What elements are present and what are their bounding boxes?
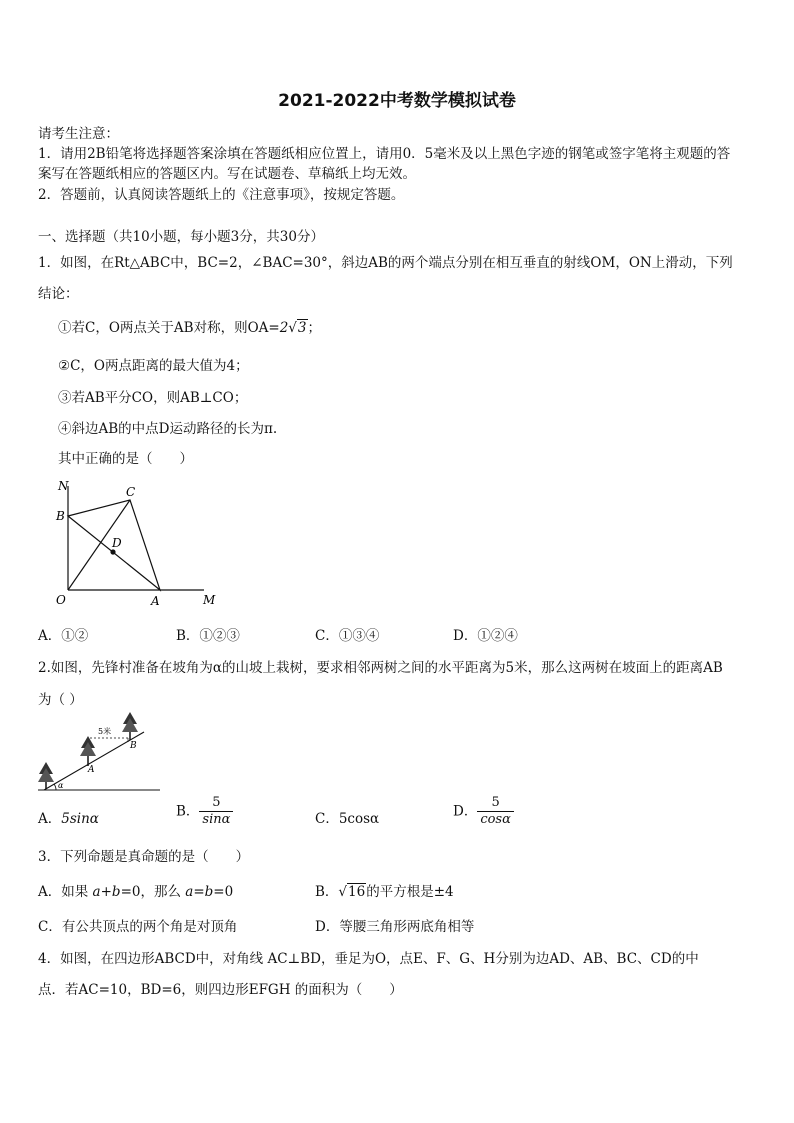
label-b: B xyxy=(130,741,137,751)
page-title: 2021-2022中考数学模拟试卷 xyxy=(278,91,516,111)
q1-option-d: D．①②④ xyxy=(453,628,518,644)
label-d: D xyxy=(112,536,122,550)
label-n: N xyxy=(58,479,69,493)
midpoint-d xyxy=(110,549,115,554)
q2-option-b-label: B． xyxy=(176,803,200,820)
label-a: A xyxy=(151,594,160,608)
q3-option-b-text: 的平方根是±4 xyxy=(366,884,454,900)
label-b: B xyxy=(56,509,65,523)
q2-figure xyxy=(34,710,164,795)
label-c: C xyxy=(126,485,136,499)
q3-option-b-radicand: 16 xyxy=(348,884,366,900)
q3-option-b xyxy=(315,880,454,900)
q3-option-a-mid: =0，那么 xyxy=(120,884,186,900)
q2-option-a xyxy=(38,807,99,827)
q2-stem-line-2: 为（ ） xyxy=(38,692,83,708)
q3-stem: 3．下列命题是真命题的是（ ） xyxy=(38,849,250,865)
label-o: O xyxy=(56,593,66,607)
notice-item-2: 2．答题前，认真阅读答题纸上的《注意事项》，按规定答题。 xyxy=(38,187,405,203)
tree-1-icon xyxy=(38,762,54,789)
q1-statement-1-text: ①若C，O两点关于AB对称，则OA= xyxy=(58,320,280,336)
q2-option-b-denominator: sinα xyxy=(199,811,233,828)
q1-statement-1 xyxy=(58,316,321,336)
q2-option-d xyxy=(453,795,514,829)
q4-stem-line-2: 点．若AC=10，BD=6，则四边形EFGH 的面积为（ ） xyxy=(38,982,403,998)
q3-option-a-end: =0 xyxy=(213,884,234,900)
q3-option-a-math-2: a=b xyxy=(185,884,214,900)
q2-stem-line-1: 2.如图，先锋村准备在坡角为α的山坡上栽树，要求相邻两树之间的水平距离为5米，那么这两树在坡面上的距离AB xyxy=(38,660,723,676)
q1-statement-1-end: ； xyxy=(307,320,321,336)
label-distance: 5米 xyxy=(98,727,112,736)
q2-option-d-label: D． xyxy=(453,803,478,820)
notice-heading: 请考生注意： xyxy=(38,126,119,142)
q2-option-d-numerator: 5 xyxy=(491,795,500,810)
q2-option-d-denominator: cosα xyxy=(477,811,514,828)
q1-stem-line-2: 结论： xyxy=(38,286,79,302)
section-heading: 一、选择题（共10小题，每小题3分，共30分） xyxy=(38,229,324,245)
notice-item-1-line-1: 1．请用2B铅笔将选择题答案涂填在答题纸相应位置上，请用0．5毫米及以上黑色字迹的钢笔或签字笔将主观题的答 xyxy=(38,146,731,162)
q3-option-a xyxy=(38,880,233,900)
q2-option-c-label: C． xyxy=(315,811,339,827)
q2-option-b xyxy=(176,795,233,829)
label-m: M xyxy=(203,593,216,607)
q2-option-c-value: 5cosα xyxy=(338,811,380,827)
q3-option-a-text: A．如果 xyxy=(38,884,93,900)
sqrt-sign: √ xyxy=(338,884,348,900)
q4-stem-line-1: 4．如图，在四边形ABCD中，对角线 AC⊥BD，垂足为O，点E、F、G、H分别为边AD、AB、BC、CD的中 xyxy=(38,951,699,967)
label-alpha: α xyxy=(58,781,64,790)
q1-figure xyxy=(52,476,227,612)
q3-option-b-label: B． xyxy=(315,884,339,900)
q2-option-b-fraction xyxy=(199,795,233,829)
q1-statement-4: ④斜边AB的中点D运动路径的长为π. xyxy=(58,421,278,437)
q1-option-b: B．①②③ xyxy=(176,628,240,644)
q3-option-d: D．等腰三角形两底角相等 xyxy=(315,919,475,935)
q1-stem-line-1: 1．如图，在Rt△ABC中，BC=2，∠BAC=30°，斜边AB的两个端点分别在相互垂直的射线OM，ON上滑动，下列 xyxy=(38,255,733,271)
q2-option-d-fraction xyxy=(477,795,514,829)
sqrt-sign: √ xyxy=(288,320,297,336)
q1-prompt: 其中正确的是（ ） xyxy=(58,451,193,467)
q3-option-c: C．有公共顶点的两个角是对顶角 xyxy=(38,919,238,935)
label-a: A xyxy=(88,765,95,775)
q1-statement-1-coef: 2 xyxy=(279,320,289,336)
q1-option-a: A．①② xyxy=(38,628,89,644)
notice-item-1-line-2: 案写在答题纸相应的答题区内。写在试题卷、草稿纸上均无效。 xyxy=(38,166,416,182)
q2-option-a-value: 5sinα xyxy=(61,811,99,827)
q1-statement-1-radicand: 3 xyxy=(297,320,307,336)
q2-option-a-label: A． xyxy=(38,811,62,827)
angle-arc xyxy=(54,784,56,790)
q3-option-a-math-1: a+b xyxy=(92,884,121,900)
tree-3-icon xyxy=(122,712,138,740)
q1-statement-2: ②C，O两点距离的最大值为4； xyxy=(58,358,249,374)
q2-option-c xyxy=(315,807,379,827)
q1-option-c: C．①③④ xyxy=(315,628,380,644)
q2-option-b-numerator: 5 xyxy=(212,795,221,810)
q1-statement-3: ③若AB平分CO，则AB⊥CO； xyxy=(58,390,248,406)
